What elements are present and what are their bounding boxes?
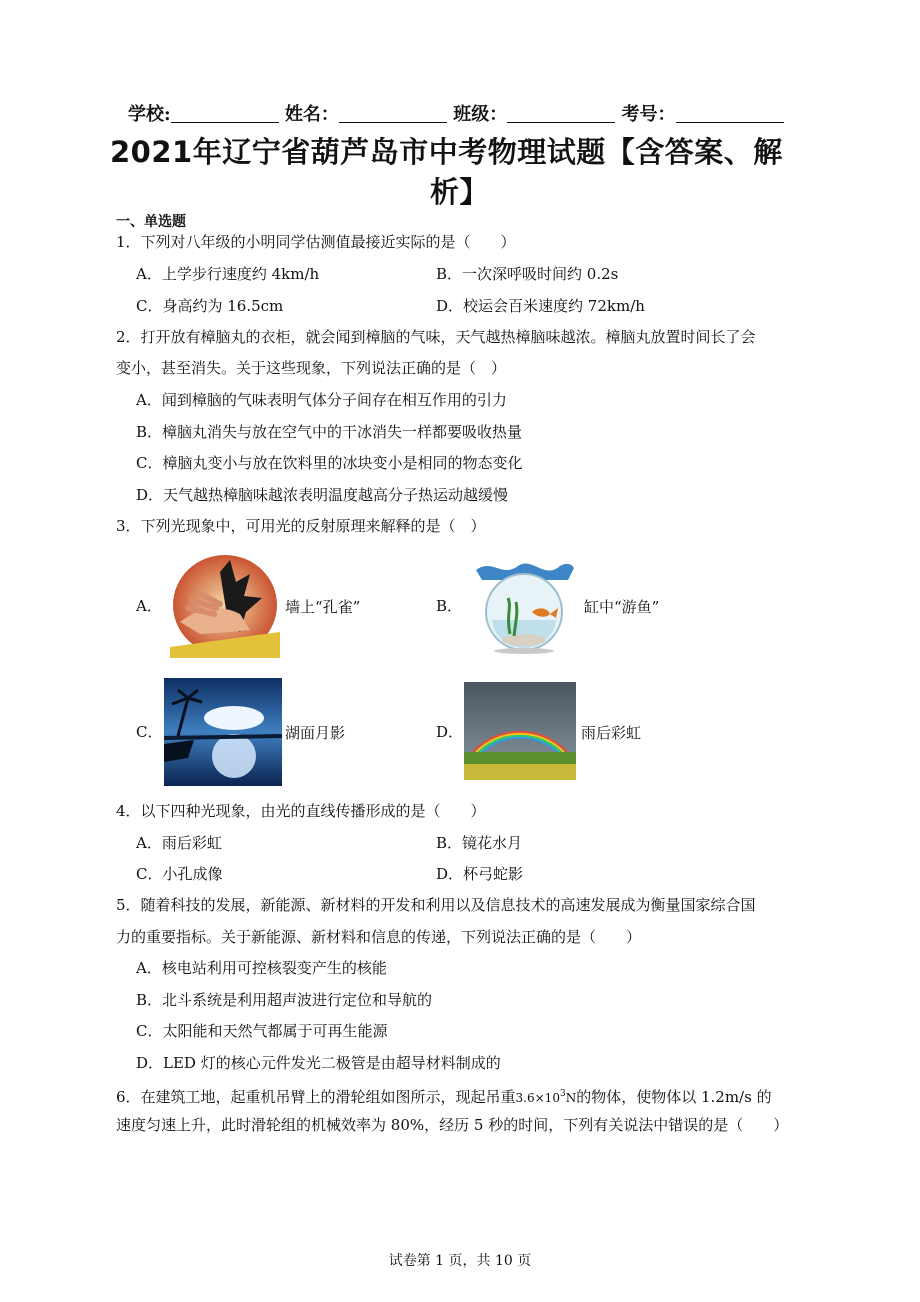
q5-option-a: A．核电站利用可控核裂变产生的核能 <box>136 959 387 977</box>
question-2-stem-line1: 2．打开放有樟脑丸的衣柜，就会闻到樟脑的气味，天气越热樟脑味越浓。樟脑丸放置时间长了会 <box>116 328 756 346</box>
q3-option-a-caption: 墙上“孔雀” <box>285 598 361 616</box>
question-5-stem-line2: 力的重要指标。关于新能源、新材料和信息的传递，下列说法正确的是（ ） <box>116 928 642 946</box>
page-title: 2021年辽宁省葫芦岛市中考物理试题【含答案、解 <box>110 135 783 169</box>
q3-option-d-caption: 雨后彩虹 <box>581 724 642 742</box>
name-label: 姓名： <box>284 104 339 125</box>
q3-option-b-caption: 缸中“游鱼” <box>584 598 660 616</box>
page-title-line2: 析】 <box>430 175 490 209</box>
rainbow-after-rain-image <box>464 682 576 780</box>
q6-stem-part2: 的物体，使物体以 1.2m/s 的 <box>576 1088 772 1106</box>
page-footer: 试卷第 1 页，共 10 页 <box>388 1253 532 1269</box>
school-blank[interactable] <box>171 104 279 123</box>
q3-option-d-letter: D． <box>436 723 464 741</box>
question-4-stem: 4．以下四种光现象，由光的直线传播形成的是（ ） <box>116 802 486 820</box>
q4-option-d: D．杯弓蛇影 <box>436 865 524 883</box>
school-label: 学校: <box>128 104 171 125</box>
q3-option-b-letter: B． <box>436 597 463 615</box>
q4-option-a: A．雨后彩虹 <box>136 834 222 852</box>
id-label: 考号： <box>621 104 676 125</box>
q5-option-b: B．北斗系统是利用超声波进行定位和导航的 <box>136 991 433 1009</box>
q1-option-b: B．一次深呼吸时间约 0.2s <box>436 265 619 283</box>
question-1-stem: 1．下列对八年级的小明同学估测值最接近实际的是（ ） <box>116 233 516 251</box>
question-6-stem-line2: 速度匀速上升，此时滑轮组的机械效率为 80%，经历 5 秒的时间，下列有关说法中错误的是（ ） <box>116 1116 789 1134</box>
section-heading: 一、单选题 <box>116 214 186 230</box>
question-5-stem-line1: 5．随着科技的发展，新能源、新材料的开发和利用以及信息技术的高速发展成为衡量国家综合国 <box>116 896 756 914</box>
question-2-stem-line2: 变小，甚至消失。关于这些现象，下列说法正确的是（ ） <box>116 359 507 377</box>
class-blank[interactable] <box>507 104 615 123</box>
q2-option-a: A．闻到樟脑的气味表明气体分子间存在相互作用的引力 <box>136 391 507 409</box>
q6-weight-value: 3.6×10 <box>515 1091 560 1105</box>
q6-weight-exponent: 3 <box>559 1089 566 1099</box>
q3-option-c-caption: 湖面月影 <box>285 724 346 742</box>
student-info-line <box>128 100 784 126</box>
q1-option-a: A．上学步行速度约 4km/h <box>136 265 320 283</box>
question-3-stem: 3．下列光现象中，可用光的反射原理来解释的是（ ） <box>116 517 486 535</box>
q3-option-c-letter: C． <box>136 723 163 741</box>
q4-option-b: B．镜花水月 <box>436 834 523 852</box>
q2-option-d: D．天气越热樟脑味越浓表明温度越高分子热运动越缓慢 <box>136 486 509 504</box>
fishbowl-image <box>472 556 576 654</box>
lake-moon-reflection-image <box>164 678 282 786</box>
q3-option-a-letter: A． <box>136 597 162 615</box>
q4-option-c: C．小孔成像 <box>136 865 223 883</box>
q2-option-b: B．樟脑丸消失与放在空气中的干冰消失一样都要吸收热量 <box>136 423 523 441</box>
q6-weight-unit: N <box>565 1091 577 1105</box>
q5-option-d: D．LED 灯的核心元件发光二极管是由超导材料制成的 <box>136 1054 501 1072</box>
q5-option-c: C．太阳能和天然气都属于可再生能源 <box>136 1022 388 1040</box>
name-blank[interactable] <box>339 104 447 123</box>
hand-shadow-peacock-image <box>170 552 280 658</box>
class-label: 班级： <box>453 104 508 125</box>
q6-stem-part1: 6．在建筑工地，起重机吊臂上的滑轮组如图所示，现起吊重 <box>116 1088 516 1106</box>
question-6-stem-line1 <box>116 1084 772 1108</box>
q1-option-c: C．身高约为 16.5cm <box>136 297 284 315</box>
id-blank[interactable] <box>676 104 784 123</box>
q1-option-d: D．校运会百米速度约 72km/h <box>436 297 645 315</box>
q2-option-c: C．樟脑丸变小与放在饮料里的冰块变小是相同的物态变化 <box>136 454 523 472</box>
